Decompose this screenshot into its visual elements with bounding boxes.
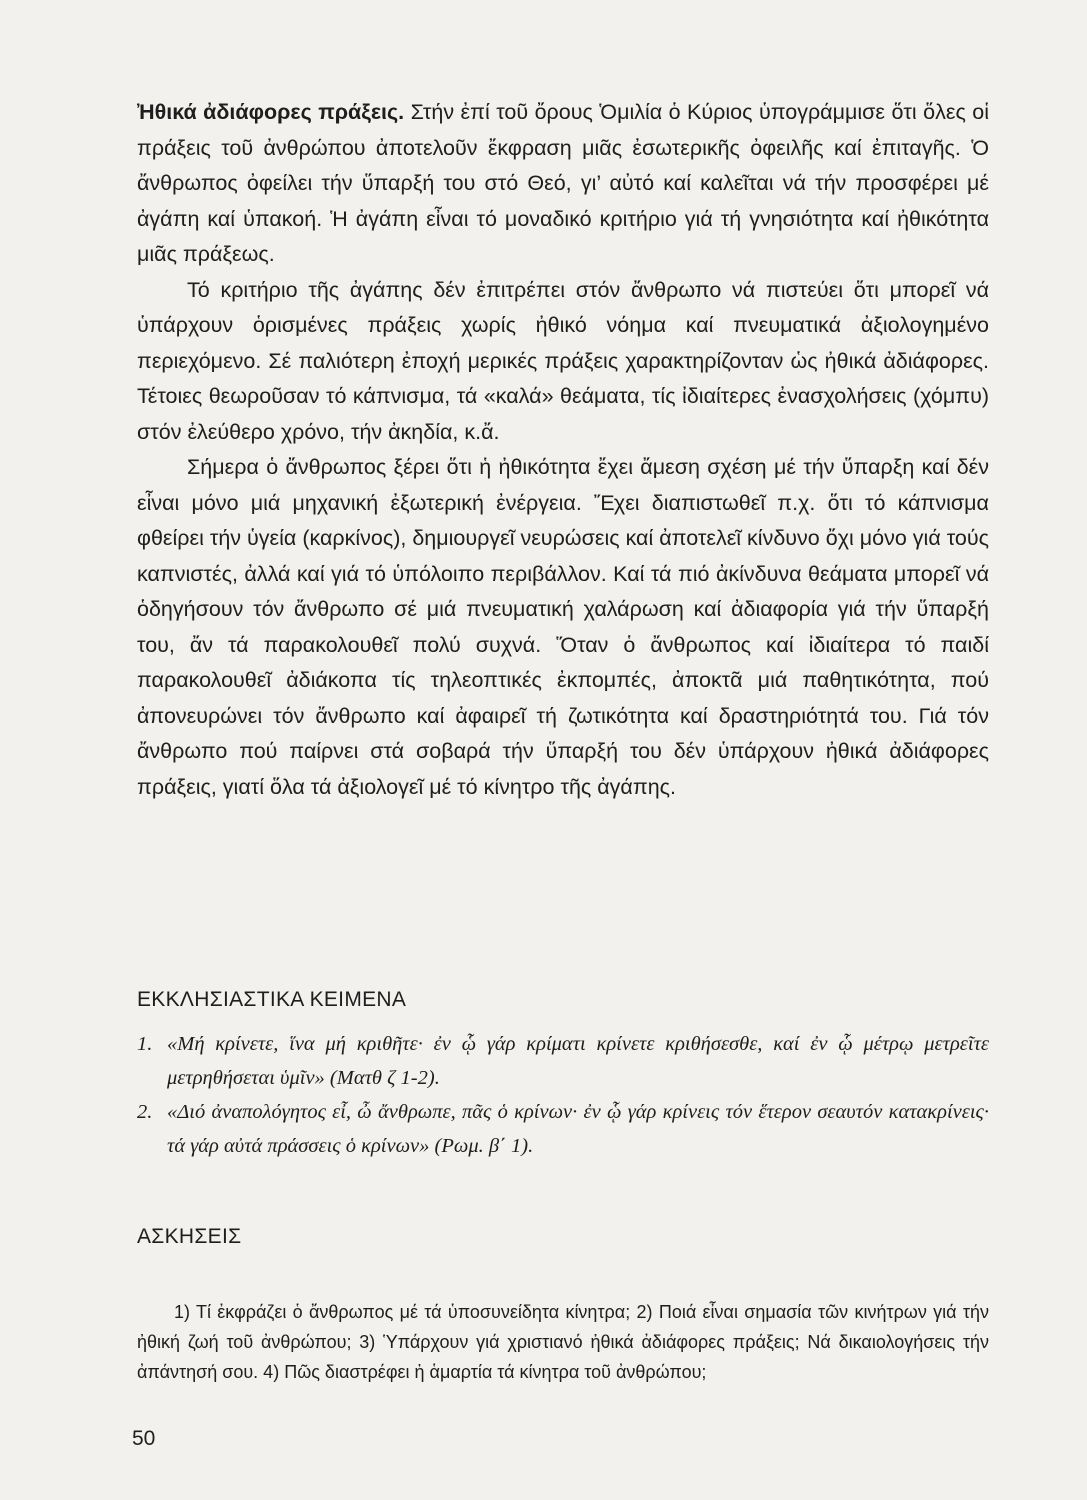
paragraph-today: Σήμερα ὁ ἄνθρωπος ξέρει ὅτι ἡ ἠθικότητα ἔχει ἄμεση σχέση μέ τήν ὕπαρξη καί δέν εἶναι μόνο μιά μηχανική ἐξωτερική ἐνέργεια. Ἔχει διαπιστωθεῖ π.χ. ὅτι τό κάπνισμα φθείρει τήν ὑγεία (καρκίνος), δημιουργεῖ νευρώσεις καί ἀποτελεῖ κίνδυνο ὄχι μόνο γιά τούς καπνιστές, ἀλλά καί γιά τό ὑπόλοιπο περιβάλλον. Καί τά πιό ἀκίνδυνα θεάματα μπορεῖ νά ὁδηγήσουν τόν ἄνθρωπο σέ μιά πνευματική χαλάρωση καί ἀδιαφορία γιά τήν ὕπαρξή του, ἄν τά παρακολουθεῖ πολύ συχνά. Ὅταν ὁ ἄνθρωπος καί ἰδιαίτερα τό παιδί παρακολουθεῖ ἀδιάκοπα τίς τηλεοπτικές ἐκπομπές, ἀποκτᾶ μιά παθητικότητα, πού ἀπονευρώνει τόν ἄνθρωπο καί ἀφαιρεῖ τή ζωτικότητα καί δραστηριότητά του. Γιά τόν ἄνθρωπο πού παίρνει στά σοβαρά τήν ὕπαρξή του δέν ὑπάρχουν ἠθικά ἀδιάφορες πράξεις, γιατί ὅλα τά ἀξιολογεῖ μέ τό κίνητρο τῆς ἀγάπης. <box>137 455 989 799</box>
scripture-quote: «Μή κρίνετε, ἵνα μή κριθῆτε· ἐν ᾧ γάρ κρίματι κρίνετε κριθήσεσθε, καί ἐν ᾧ μέτρῳ μετρεῖτε μετρηθήσεται ὑμῖν» (Ματθ ζ 1-2). <box>167 1033 989 1089</box>
paragraph-text: Στήν ἐπί τοῦ ὄρους Ὁμιλία ὁ Κύριος ὑπογράμμισε ὅτι ὅλες οἱ πράξεις τοῦ ἀνθρώπου ἀποτελοῦν ἔκφραση μιᾶς ἐσωτερικῆς ὀφειλῆς καί ἐπιταγῆς. Ὁ ἄνθρωπος ὀφείλει τήν ὕπαρξή του στό Θεό, γι’ αὐτό καί καλεῖται νά τήν προσφέρει μέ ἀγάπη καί ὑπακοή. Ἡ ἀγάπη εἶναι τό μοναδικό κριτήριο γιά τή γνησιότητα καί ἠθικότητα μιᾶς πράξεως. <box>137 100 989 266</box>
list-item-number: 1. <box>137 1033 153 1055</box>
list-item-number: 2. <box>137 1101 153 1123</box>
church-texts-list <box>137 1027 989 1163</box>
paragraph-lead-heading: Ἠθικά ἀδιάφορες πράξεις. <box>137 100 405 124</box>
paragraph-ethically-indifferent-acts <box>137 95 989 273</box>
church-texts-heading: ΕΚΚΛΗΣΙΑΣΤΙΚΑ ΚΕΙΜΕΝΑ <box>137 988 407 1011</box>
exercises-text: 1) Τί ἐκφράζει ὁ ἄνθρωπος μέ τά ὑποσυνείδητα κίνητρα; 2) Ποιά εἶναι σημασία τῶν κινήτρων γιά τήν ἠθική ζωή τοῦ ἀνθρώπου; 3) Ὑπάρχουν γιά χριστιανό ἠθικά ἀδιάφορες πράξεις; Νά δικαιολογήσεις τήν ἀπάντησή σου. 4) Πῶς διαστρέφει ἡ ἁμαρτία τά κίνητρα τοῦ ἀνθρώπου; <box>137 1302 989 1382</box>
page-number: 50 <box>132 1427 156 1450</box>
list-item <box>137 1095 989 1163</box>
list-item <box>137 1027 989 1095</box>
exercises-heading: ΑΣΚΗΣΕΙΣ <box>137 1225 242 1248</box>
scripture-quote: «Διό ἀναπολόγητος εἶ, ὦ ἄνθρωπε, πᾶς ὁ κρίνων· ἐν ᾧ γάρ κρίνεις τόν ἕτερον σεαυτόν κατακρίνεις· τά γάρ αὐτά πράσσεις ὁ κρίνων» (Ρωμ. β΄ 1). <box>167 1101 989 1157</box>
paragraph-criterion-of-love: Τό κριτήριο τῆς ἀγάπης δέν ἐπιτρέπει στόν ἄνθρωπο νά πιστεύει ὅτι μπορεῖ νά ὑπάρχουν ὁρισμένες πράξεις χωρίς ἠθικό νόημα καί πνευματικά ἀξιολογημένο περιεχόμενο. Σέ παλιότερη ἐποχή μερικές πράξεις χαρακτηρίζονταν ὡς ἠθικά ἀδιάφορες. Τέτοιες θεωροῦσαν τό κάπνισμα, τά «καλά» θεάματα, τίς ἰδιαίτερες ἐνασχολήσεις (χόμπυ) στόν ἐλεύθερο χρόνο, τήν ἀκηδία, κ.ἄ. <box>137 277 989 444</box>
main-text <box>137 95 989 805</box>
